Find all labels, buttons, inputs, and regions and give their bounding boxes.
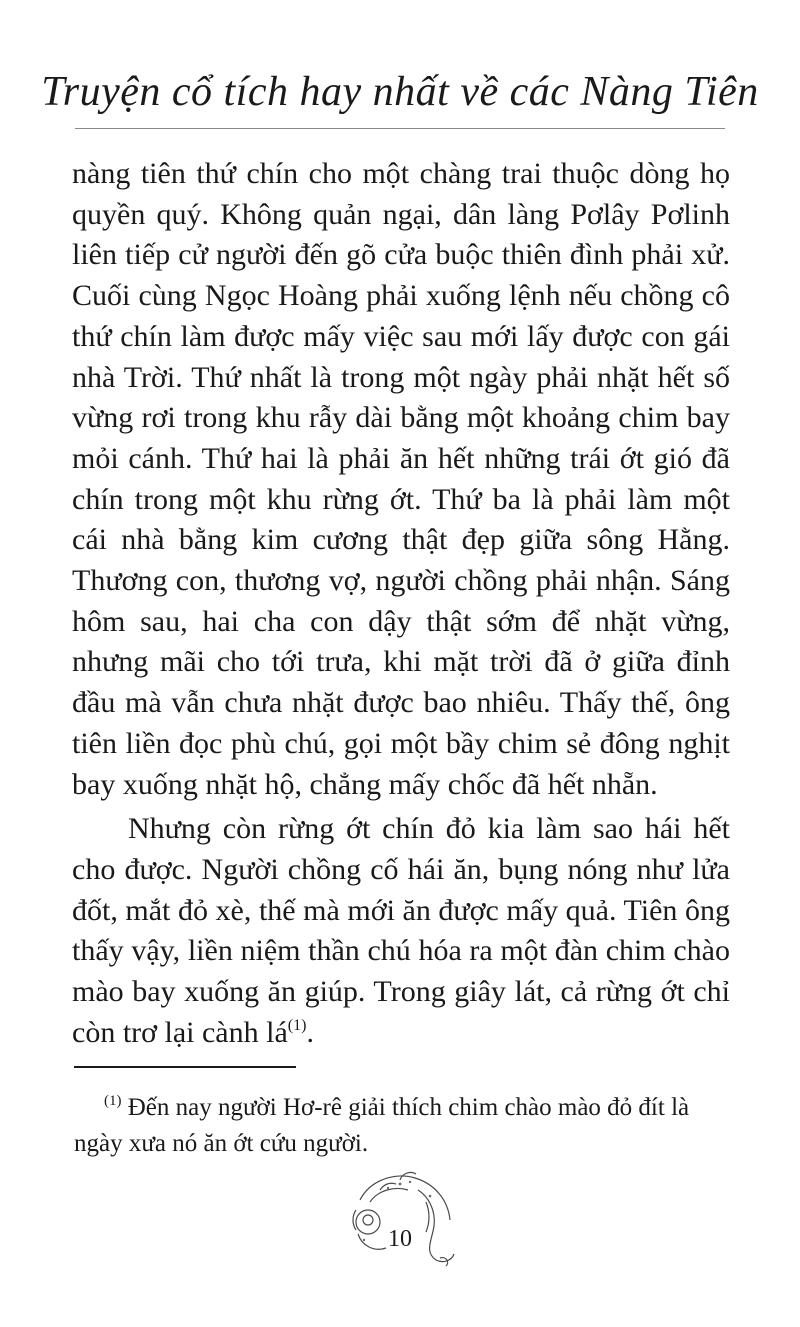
page-number: 10	[388, 1226, 412, 1252]
paragraph-1: nàng tiên thứ chín cho một chàng trai thuộc dòng họ quyền quý. Không quản ngại, dân làng Pơlây Pơlinh liên tiếp cử người đến gõ cửa buộc thiên đình phải xử. Cuối cùng Ngọc Hoàng phải xuống lệnh nếu chồng cô thứ chín làm được mấy việc sau mới lấy được con gái nhà Trời. Thứ nhất là trong một ngày phải nhặt hết số vừng rơi trong khu rẫy dài bằng một khoảng chim bay mỏi cánh. Thứ hai là phải ăn hết những trái ớt gió đã chín trong một khu rừng ớt. Thứ ba là phải làm một cái nhà bằng kim cương thật đẹp giữa sông Hằng. Thương con, thương vợ, người chồng phải nhận. Sáng hôm sau, hai cha con dậy thật sớm để nhặt vừng, nhưng mãi cho tới trưa, khi mặt trời đã ở giữa đỉnh đầu mà vẫn chưa nhặt được bao nhiêu. Thấy thế, ông tiên liền đọc phù chú, gọi một bầy chim sẻ đông nghịt bay xuống nhặt hộ, chẳng mấy chốc đã hết nhẵn.	[72, 157, 730, 801]
footnote-text: Đến nay người Hơ-rê giải thích chim chào mào đỏ đít là ngày xưa nó ăn ớt cứu người.	[74, 1094, 690, 1157]
paragraph-2	[72, 809, 730, 1053]
footnote-rule	[74, 1066, 296, 1068]
fairy-mermaid-vignette-icon	[340, 1160, 470, 1270]
paragraph-2-end: .	[306, 1015, 314, 1049]
footnote-reference[interactable]: (1)	[287, 1016, 307, 1034]
paragraph-2-text: Nhưng còn rừng ớt chín đỏ kia làm sao hái hết cho được. Người chồng cố hái ăn, bụng nóng như lửa đốt, mắt đỏ xè, thế mà mới ăn được mấy quả. Tiên ông thấy vậy, liền niệm thần chú hóa ra một đàn chim chào mào bay xuống ăn giúp. Trong giây lát, cả rừng ớt chỉ còn trơ lại cành lá	[72, 812, 730, 1049]
running-header: Truyện cổ tích hay nhất về các Nàng Tiên	[41, 69, 759, 115]
body-text	[72, 154, 730, 1053]
header-rule	[75, 128, 725, 129]
footnote	[74, 1090, 734, 1162]
footnote-marker: (1)	[104, 1093, 122, 1109]
